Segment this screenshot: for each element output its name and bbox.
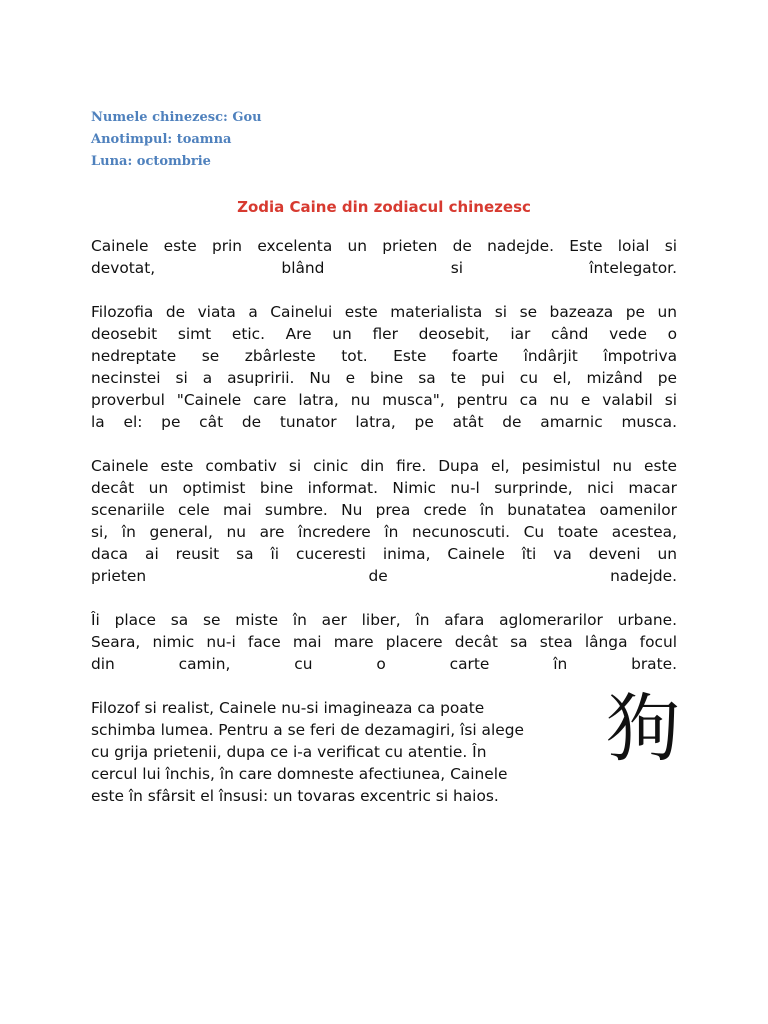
text-line: deosebit simt etic. Are un fler deosebit, iar când vede o — [91, 325, 677, 343]
season-line: Anotimpul: toamna — [91, 132, 232, 147]
month-line: Luna: octombrie — [91, 154, 211, 169]
text-line: Cainele este combativ si cinic din fire. Dupa el, pesimistul nu este — [91, 457, 677, 475]
text-line: proverbul "Cainele care latra, nu musca", pentru ca nu e valabil si — [91, 391, 677, 409]
paragraph-1 — [91, 235, 677, 279]
text-line: Cainele este prin excelenta un prieten de nadejde. Este loial si — [91, 237, 677, 255]
paragraph-2 — [91, 301, 677, 433]
dog-character-glyph: 狗 — [606, 686, 680, 772]
text-line: este în sfârsit el însusi: un tovaras excentric si haios. — [91, 787, 499, 805]
text-line: Seara, nimic nu-i face mai mare placere decât sa stea lânga focul — [91, 633, 677, 651]
text-line: scenariile cele mai sumbre. Nu prea crede în bunatatea oamenilor — [91, 501, 677, 519]
text-line: Îi place sa se miste în aer liber, în afara aglomerarilor urbane. — [91, 611, 677, 629]
text-line: din camin, cu o carte în brate. — [91, 655, 677, 673]
paragraph-4 — [91, 609, 677, 675]
text-line: nedreptate se zbârleste tot. Este foarte îndârjit împotriva — [91, 347, 677, 365]
chinese-name-line: Numele chinezesc: Gou — [91, 110, 262, 125]
text-line: schimba lumea. Pentru a se feri de dezamagiri, îsi alege — [91, 721, 524, 739]
text-line: prieten de nadejde. — [91, 567, 677, 585]
page-title: Zodia Caine din zodiacul chinezesc — [237, 198, 531, 216]
text-line: la el: pe cât de tunator latra, pe atât de amarnic musca. — [91, 413, 677, 431]
text-line: cercul lui închis, în care domneste afectiunea, Cainele — [91, 765, 508, 783]
text-line: devotat, blând si întelegator. — [91, 259, 677, 277]
paragraph-5 — [91, 697, 593, 807]
text-line: daca ai reusit sa îi cuceresti inima, Cainele îti va deveni un — [91, 545, 677, 563]
text-line: decât un optimist bine informat. Nimic nu-l surprinde, nici macar — [91, 479, 677, 497]
text-line: Filozofia de viata a Cainelui este materialista si se bazeaza pe un — [91, 303, 677, 321]
paragraph-3 — [91, 455, 677, 587]
text-line: necinstei si a asupririi. Nu e bine sa te pui cu el, mizând pe — [91, 369, 677, 387]
text-line: Filozof si realist, Cainele nu-si imagineaza ca poate — [91, 699, 485, 717]
text-line: si, în general, nu are încredere în necunoscuti. Cu toate acestea, — [91, 523, 677, 541]
text-line: cu grija prietenii, dupa ce i-a verificat cu atentie. În — [91, 743, 487, 761]
